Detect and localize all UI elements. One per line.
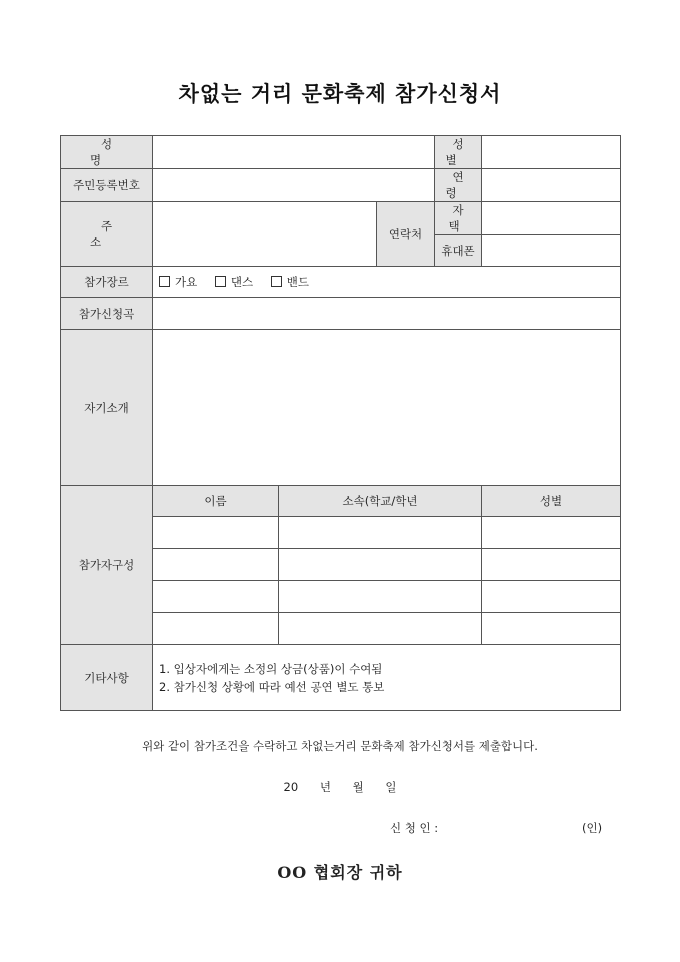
application-form-table xyxy=(60,135,621,711)
home-phone-label: 자택 xyxy=(448,203,472,233)
date-line: 20 년 월 일 xyxy=(283,780,397,794)
member-gender-cell[interactable] xyxy=(482,581,621,613)
member-affiliation-cell[interactable] xyxy=(279,549,482,581)
member-affiliation-cell[interactable] xyxy=(279,517,482,549)
genre-option-band[interactable]: 밴드 xyxy=(271,275,309,289)
address-label: 주소 xyxy=(89,219,135,249)
form-title: 차없는 거리 문화축제 참가신청서 xyxy=(178,81,502,106)
name-field[interactable] xyxy=(153,136,435,169)
checkbox-icon[interactable] xyxy=(159,276,170,287)
genre-options xyxy=(153,267,621,298)
applicant-label: 신 청 인 : xyxy=(390,821,439,835)
note-item: 1. 입상자에게는 소정의 상금(상품)이 수여됨 xyxy=(159,661,383,676)
member-gender-cell[interactable] xyxy=(482,613,621,645)
address-field[interactable] xyxy=(153,202,377,267)
member-affiliation-cell[interactable] xyxy=(279,613,482,645)
declaration-text: 위와 같이 참가조건을 수락하고 차없는거리 문화축제 참가신청서를 제출합니다. xyxy=(142,739,538,753)
member-gender-cell[interactable] xyxy=(482,517,621,549)
member-gender-cell[interactable] xyxy=(482,549,621,581)
members-header-gender: 성별 xyxy=(482,486,621,517)
genre-label: 참가장르 xyxy=(61,267,153,298)
resident-id-label: 주민등록번호 xyxy=(61,169,153,202)
genre-option-dance[interactable]: 댄스 xyxy=(215,275,253,289)
addressee: OO 협회장 귀하 xyxy=(277,863,403,882)
notes-content xyxy=(153,645,621,711)
age-field[interactable] xyxy=(482,169,621,202)
checkbox-icon[interactable] xyxy=(215,276,226,287)
resident-id-field[interactable] xyxy=(153,169,435,202)
member-name-cell[interactable] xyxy=(153,517,279,549)
gender-label: 성별 xyxy=(445,137,478,167)
song-label: 참가신청곡 xyxy=(61,298,153,330)
mobile-label: 휴대폰 xyxy=(435,235,482,267)
seal-label: (인) xyxy=(582,821,603,835)
intro-field[interactable] xyxy=(153,330,621,486)
gender-field[interactable] xyxy=(482,136,621,169)
members-header-name: 이름 xyxy=(153,486,279,517)
name-label: 성명 xyxy=(89,137,135,167)
home-phone-field[interactable] xyxy=(482,202,621,235)
intro-label: 자기소개 xyxy=(61,330,153,486)
mobile-field[interactable] xyxy=(482,235,621,267)
age-label: 연령 xyxy=(445,170,478,200)
note-item: 2. 참가신청 상황에 따라 예선 공연 별도 통보 xyxy=(159,679,385,694)
genre-option-ballad[interactable]: 가요 xyxy=(159,275,197,289)
checkbox-icon[interactable] xyxy=(271,276,282,287)
members-label: 참가자구성 xyxy=(61,486,153,645)
notes-label: 기타사항 xyxy=(61,645,153,711)
contact-label: 연락처 xyxy=(388,227,423,241)
member-name-cell[interactable] xyxy=(153,613,279,645)
members-header-affiliation: 소속(학교/학년 xyxy=(279,486,482,517)
member-name-cell[interactable] xyxy=(153,549,279,581)
member-name-cell[interactable] xyxy=(153,581,279,613)
song-field[interactable] xyxy=(153,298,621,330)
member-affiliation-cell[interactable] xyxy=(279,581,482,613)
